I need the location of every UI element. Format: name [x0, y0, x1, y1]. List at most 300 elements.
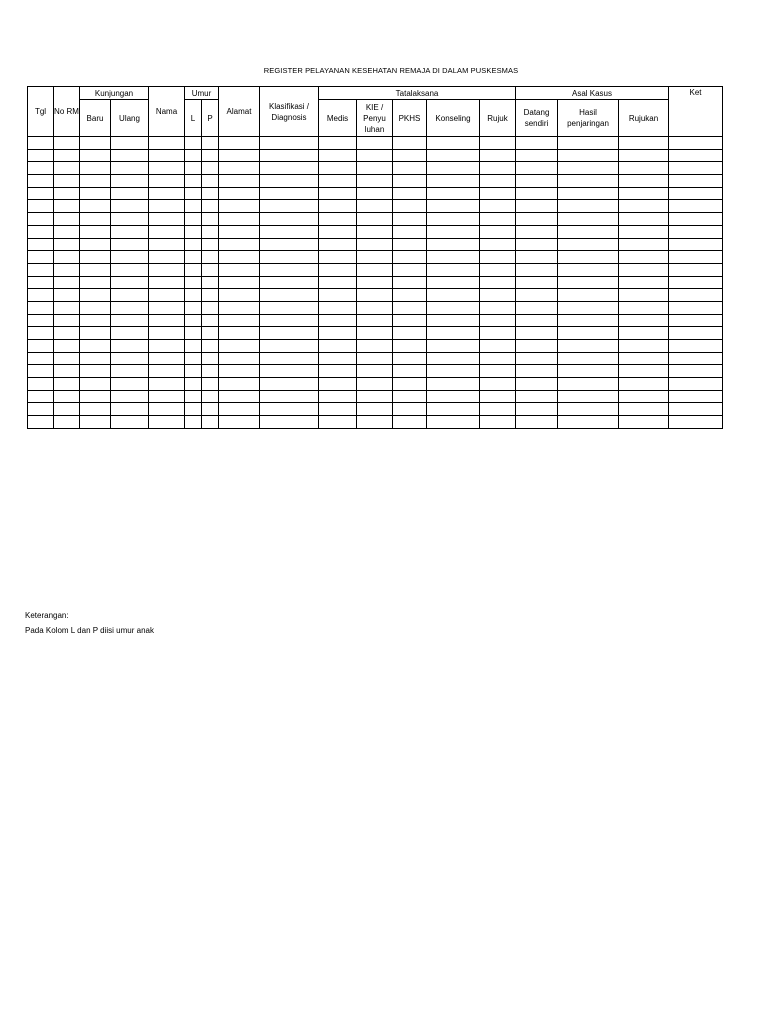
- table-cell: [669, 137, 723, 150]
- table-cell: [480, 251, 516, 264]
- table-cell: [219, 327, 260, 340]
- table-cell: [669, 365, 723, 378]
- table-cell: [619, 301, 669, 314]
- table-cell: [185, 137, 202, 150]
- table-cell: [54, 225, 80, 238]
- table-cell: [54, 137, 80, 150]
- table-cell: [480, 200, 516, 213]
- table-cell: [357, 162, 393, 175]
- table-cell: [619, 187, 669, 200]
- table-cell: [202, 251, 219, 264]
- table-cell: [480, 352, 516, 365]
- table-cell: [111, 314, 149, 327]
- table-cell: [202, 365, 219, 378]
- table-cell: [558, 263, 619, 276]
- table-cell: [202, 416, 219, 429]
- table-cell: [149, 200, 185, 213]
- table-cell: [480, 149, 516, 162]
- table-cell: [393, 225, 427, 238]
- table-cell: [219, 314, 260, 327]
- table-cell: [558, 200, 619, 213]
- table-row: [28, 213, 723, 226]
- table-cell: [427, 137, 480, 150]
- table-cell: [480, 301, 516, 314]
- table-row: [28, 365, 723, 378]
- table-cell: [319, 162, 357, 175]
- table-cell: [149, 175, 185, 188]
- table-cell: [516, 352, 558, 365]
- table-cell: [185, 365, 202, 378]
- table-cell: [260, 314, 319, 327]
- table-cell: [185, 403, 202, 416]
- table-cell: [669, 187, 723, 200]
- table-cell: [669, 403, 723, 416]
- table-row: [28, 225, 723, 238]
- table-cell: [54, 327, 80, 340]
- table-cell: [260, 213, 319, 226]
- table-cell: [319, 200, 357, 213]
- table-cell: [202, 340, 219, 353]
- table-cell: [260, 225, 319, 238]
- table-cell: [149, 276, 185, 289]
- table-cell: [28, 301, 54, 314]
- table-cell: [202, 378, 219, 391]
- table-cell: [516, 263, 558, 276]
- table-cell: [427, 403, 480, 416]
- table-cell: [80, 301, 111, 314]
- table-cell: [427, 187, 480, 200]
- table-cell: [558, 213, 619, 226]
- table-cell: [619, 162, 669, 175]
- table-cell: [28, 416, 54, 429]
- table-cell: [480, 365, 516, 378]
- table-cell: [669, 276, 723, 289]
- table-row: [28, 175, 723, 188]
- table-cell: [558, 390, 619, 403]
- register-table: [27, 86, 723, 429]
- header-nama: Nama: [149, 87, 185, 137]
- table-cell: [357, 187, 393, 200]
- header-datang-sendiri: Datang sendiri: [516, 100, 558, 137]
- table-cell: [185, 378, 202, 391]
- table-cell: [260, 378, 319, 391]
- table-cell: [427, 149, 480, 162]
- table-cell: [54, 289, 80, 302]
- table-cell: [149, 340, 185, 353]
- table-cell: [558, 365, 619, 378]
- table-cell: [219, 200, 260, 213]
- table-cell: [319, 365, 357, 378]
- table-cell: [669, 225, 723, 238]
- table-cell: [149, 365, 185, 378]
- table-cell: [669, 289, 723, 302]
- table-cell: [427, 416, 480, 429]
- table-cell: [427, 251, 480, 264]
- table-cell: [185, 263, 202, 276]
- table-cell: [558, 225, 619, 238]
- table-cell: [427, 175, 480, 188]
- table-cell: [202, 137, 219, 150]
- table-cell: [149, 289, 185, 302]
- table-row: [28, 403, 723, 416]
- table-cell: [54, 149, 80, 162]
- header-ket: Ket: [669, 87, 723, 137]
- table-cell: [619, 213, 669, 226]
- table-cell: [54, 301, 80, 314]
- table-cell: [319, 301, 357, 314]
- table-cell: [516, 251, 558, 264]
- table-cell: [393, 137, 427, 150]
- table-cell: [149, 403, 185, 416]
- table-cell: [185, 390, 202, 403]
- table-cell: [669, 327, 723, 340]
- table-cell: [393, 378, 427, 391]
- table-row: [28, 238, 723, 251]
- table-cell: [357, 365, 393, 378]
- table-row: [28, 416, 723, 429]
- table-cell: [427, 289, 480, 302]
- table-cell: [427, 263, 480, 276]
- table-cell: [393, 352, 427, 365]
- header-pkhs: PKHS: [393, 100, 427, 137]
- table-row: [28, 289, 723, 302]
- table-row: [28, 137, 723, 150]
- table-cell: [260, 352, 319, 365]
- table-cell: [149, 251, 185, 264]
- table-cell: [357, 238, 393, 251]
- table-cell: [219, 213, 260, 226]
- table-cell: [669, 238, 723, 251]
- table-cell: [393, 403, 427, 416]
- table-cell: [54, 365, 80, 378]
- table-cell: [393, 175, 427, 188]
- table-cell: [480, 289, 516, 302]
- table-cell: [357, 289, 393, 302]
- table-cell: [111, 289, 149, 302]
- table-cell: [480, 225, 516, 238]
- table-cell: [28, 175, 54, 188]
- table-cell: [480, 162, 516, 175]
- table-cell: [111, 352, 149, 365]
- header-tatalaksana: Tatalaksana: [319, 87, 516, 100]
- table-cell: [28, 327, 54, 340]
- table-cell: [669, 175, 723, 188]
- table-cell: [54, 276, 80, 289]
- table-cell: [111, 175, 149, 188]
- table-cell: [111, 162, 149, 175]
- table-cell: [111, 263, 149, 276]
- table-cell: [619, 276, 669, 289]
- table-cell: [619, 200, 669, 213]
- header-kie: KIE / Penyu luhan: [357, 100, 393, 137]
- notes-text: Pada Kolom L dan P diisi umur anak: [25, 626, 154, 635]
- table-cell: [28, 276, 54, 289]
- table-cell: [219, 340, 260, 353]
- table-cell: [111, 327, 149, 340]
- table-cell: [319, 149, 357, 162]
- table-cell: [357, 149, 393, 162]
- table-cell: [260, 340, 319, 353]
- table-cell: [219, 301, 260, 314]
- table-cell: [480, 327, 516, 340]
- table-cell: [669, 390, 723, 403]
- table-cell: [111, 276, 149, 289]
- table-cell: [185, 327, 202, 340]
- header-asal-kasus: Asal Kasus: [516, 87, 669, 100]
- table-cell: [54, 340, 80, 353]
- table-cell: [219, 289, 260, 302]
- table-cell: [260, 238, 319, 251]
- table-cell: [516, 225, 558, 238]
- table-cell: [619, 403, 669, 416]
- table-cell: [427, 352, 480, 365]
- table-cell: [80, 390, 111, 403]
- table-cell: [149, 213, 185, 226]
- table-cell: [111, 378, 149, 391]
- table-cell: [149, 225, 185, 238]
- table-cell: [202, 175, 219, 188]
- table-cell: [558, 378, 619, 391]
- table-cell: [260, 263, 319, 276]
- table-cell: [185, 301, 202, 314]
- table-cell: [219, 162, 260, 175]
- table-cell: [28, 187, 54, 200]
- table-cell: [219, 365, 260, 378]
- table-cell: [319, 238, 357, 251]
- table-cell: [28, 403, 54, 416]
- table-cell: [516, 187, 558, 200]
- table-cell: [516, 137, 558, 150]
- table-cell: [202, 314, 219, 327]
- table-cell: [516, 314, 558, 327]
- table-cell: [185, 314, 202, 327]
- table-cell: [202, 352, 219, 365]
- table-cell: [28, 213, 54, 226]
- table-cell: [202, 149, 219, 162]
- table-cell: [357, 251, 393, 264]
- table-cell: [669, 213, 723, 226]
- table-cell: [357, 213, 393, 226]
- table-cell: [185, 289, 202, 302]
- table-cell: [619, 149, 669, 162]
- table-cell: [393, 327, 427, 340]
- table-cell: [357, 314, 393, 327]
- table-cell: [427, 301, 480, 314]
- table-cell: [319, 289, 357, 302]
- table-cell: [393, 289, 427, 302]
- table-cell: [185, 213, 202, 226]
- table-cell: [54, 187, 80, 200]
- table-cell: [669, 340, 723, 353]
- table-cell: [393, 340, 427, 353]
- table-cell: [357, 327, 393, 340]
- table-cell: [619, 352, 669, 365]
- table-cell: [558, 251, 619, 264]
- table-cell: [480, 263, 516, 276]
- header-p: P: [202, 100, 219, 137]
- document-title: REGISTER PELAYANAN KESEHATAN REMAJA DI DALAM PUSKESMAS: [263, 66, 519, 75]
- table-cell: [54, 251, 80, 264]
- table-cell: [202, 289, 219, 302]
- table-cell: [260, 365, 319, 378]
- table-cell: [80, 263, 111, 276]
- table-cell: [669, 162, 723, 175]
- table-cell: [619, 314, 669, 327]
- table-cell: [516, 378, 558, 391]
- table-cell: [185, 149, 202, 162]
- table-cell: [185, 162, 202, 175]
- table-cell: [619, 137, 669, 150]
- table-cell: [393, 200, 427, 213]
- table-row: [28, 162, 723, 175]
- table-cell: [111, 200, 149, 213]
- table-cell: [319, 225, 357, 238]
- table-cell: [219, 378, 260, 391]
- table-cell: [480, 238, 516, 251]
- table-cell: [516, 327, 558, 340]
- table-row: [28, 378, 723, 391]
- table-cell: [427, 238, 480, 251]
- table-cell: [669, 416, 723, 429]
- table-cell: [185, 416, 202, 429]
- table-row: [28, 340, 723, 353]
- table-cell: [558, 187, 619, 200]
- table-cell: [516, 301, 558, 314]
- table-cell: [480, 378, 516, 391]
- table-cell: [558, 149, 619, 162]
- table-cell: [427, 225, 480, 238]
- table-cell: [111, 238, 149, 251]
- table-cell: [149, 314, 185, 327]
- table-cell: [619, 251, 669, 264]
- table-cell: [669, 251, 723, 264]
- table-cell: [319, 213, 357, 226]
- table-cell: [427, 340, 480, 353]
- table-cell: [516, 238, 558, 251]
- table-row: [28, 301, 723, 314]
- table-cell: [80, 149, 111, 162]
- table-cell: [319, 340, 357, 353]
- table-cell: [516, 200, 558, 213]
- table-cell: [357, 137, 393, 150]
- table-cell: [54, 352, 80, 365]
- table-cell: [558, 314, 619, 327]
- table-cell: [111, 251, 149, 264]
- table-cell: [480, 137, 516, 150]
- table-cell: [516, 403, 558, 416]
- table-cell: [619, 416, 669, 429]
- table-cell: [260, 327, 319, 340]
- table-cell: [516, 175, 558, 188]
- table-cell: [219, 187, 260, 200]
- header-hasil-penjaringan: Hasil penjaringan: [558, 100, 619, 137]
- table-cell: [669, 301, 723, 314]
- table-cell: [80, 187, 111, 200]
- table-cell: [80, 327, 111, 340]
- table-cell: [516, 365, 558, 378]
- table-cell: [219, 390, 260, 403]
- table-cell: [619, 340, 669, 353]
- table-cell: [516, 416, 558, 429]
- table-cell: [558, 276, 619, 289]
- table-cell: [260, 276, 319, 289]
- table-cell: [111, 403, 149, 416]
- table-cell: [80, 403, 111, 416]
- table-cell: [202, 263, 219, 276]
- table-cell: [54, 403, 80, 416]
- table-cell: [202, 327, 219, 340]
- table-cell: [202, 301, 219, 314]
- table-cell: [260, 390, 319, 403]
- table-cell: [357, 276, 393, 289]
- table-cell: [480, 314, 516, 327]
- table-cell: [149, 352, 185, 365]
- table-cell: [260, 200, 319, 213]
- table-cell: [219, 251, 260, 264]
- table-cell: [619, 225, 669, 238]
- table-cell: [669, 314, 723, 327]
- table-cell: [427, 162, 480, 175]
- table-cell: [111, 225, 149, 238]
- table-cell: [480, 213, 516, 226]
- table-cell: [319, 187, 357, 200]
- table-cell: [516, 162, 558, 175]
- header-tgl: Tgl: [28, 87, 54, 137]
- table-cell: [319, 263, 357, 276]
- table-cell: [185, 276, 202, 289]
- table-cell: [202, 162, 219, 175]
- table-cell: [149, 137, 185, 150]
- table-cell: [260, 149, 319, 162]
- table-cell: [558, 416, 619, 429]
- table-cell: [427, 314, 480, 327]
- table-cell: [80, 289, 111, 302]
- table-cell: [619, 365, 669, 378]
- header-klasifikasi: Klasifikasi / Diagnosis: [260, 87, 319, 137]
- table-cell: [111, 137, 149, 150]
- table-cell: [516, 289, 558, 302]
- table-cell: [558, 301, 619, 314]
- table-cell: [80, 340, 111, 353]
- table-cell: [80, 175, 111, 188]
- table-row: [28, 390, 723, 403]
- table-cell: [219, 416, 260, 429]
- table-cell: [219, 276, 260, 289]
- table-cell: [149, 162, 185, 175]
- header-konseling: Konseling: [427, 100, 480, 137]
- table-cell: [80, 238, 111, 251]
- table-cell: [393, 416, 427, 429]
- table-cell: [28, 251, 54, 264]
- table-cell: [669, 263, 723, 276]
- table-row: [28, 327, 723, 340]
- table-cell: [111, 365, 149, 378]
- table-cell: [54, 390, 80, 403]
- table-cell: [357, 263, 393, 276]
- table-cell: [516, 390, 558, 403]
- table-cell: [357, 416, 393, 429]
- table-cell: [80, 416, 111, 429]
- table-cell: [202, 213, 219, 226]
- table-cell: [619, 289, 669, 302]
- table-cell: [54, 200, 80, 213]
- table-cell: [111, 390, 149, 403]
- table-cell: [80, 251, 111, 264]
- table-cell: [619, 175, 669, 188]
- table-cell: [319, 137, 357, 150]
- table-cell: [202, 403, 219, 416]
- table-cell: [393, 162, 427, 175]
